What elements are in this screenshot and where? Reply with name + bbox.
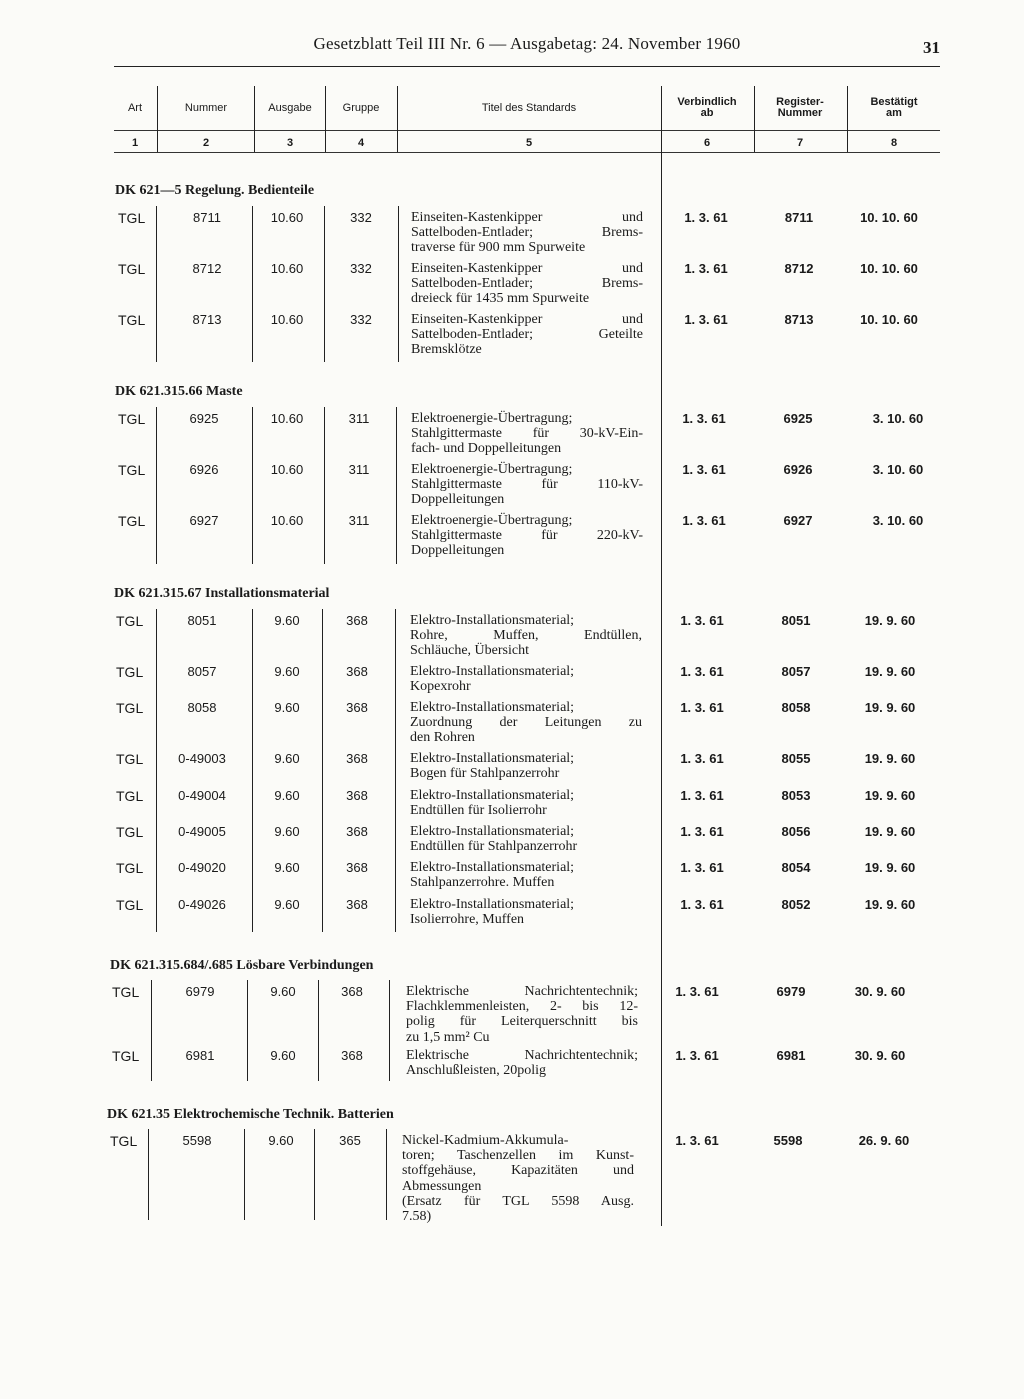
cell-gruppe: 368 xyxy=(346,751,368,766)
cell-verbindlich: 1. 3. 61 xyxy=(680,751,724,766)
col-header-gruppe: Gruppe xyxy=(342,101,380,114)
titel-line: stoffgehäuse, Kapazitäten und xyxy=(402,1163,634,1179)
titel-line: Einseiten-Kastenkipper und xyxy=(411,261,643,276)
column-divider xyxy=(151,980,152,1081)
column-divider xyxy=(389,980,390,1081)
column-divider xyxy=(148,1129,149,1220)
cell-register: 8051 xyxy=(781,613,811,628)
titel-line: Isolierrohre, Muffen xyxy=(410,912,525,928)
cell-nummer: 8713 xyxy=(192,312,222,327)
col-number-3: 3 xyxy=(286,137,294,149)
cell-verbindlich: 1. 3. 61 xyxy=(680,700,724,715)
titel-line: Stahlgittermaste für 220-kV- xyxy=(411,528,643,544)
cell-nummer: 8712 xyxy=(192,261,222,276)
col-header-ausgabe: Ausgabe xyxy=(268,101,312,114)
cell-art: TGL xyxy=(118,261,146,277)
cell-titel xyxy=(411,210,643,256)
cell-nummer: 6926 xyxy=(189,462,219,477)
cell-bestaetigt: 10. 10. 60 xyxy=(860,312,918,327)
titel-line: Endtüllen für Stahlpanzerrohr xyxy=(410,839,578,855)
cell-ausgabe: 9.60 xyxy=(274,788,300,803)
cell-register: 6981 xyxy=(776,1048,806,1063)
cell-register: 6926 xyxy=(783,462,813,477)
cell-register: 8054 xyxy=(781,860,811,875)
cell-titel xyxy=(410,613,642,659)
titel-line: Elektro-Installationsmaterial; xyxy=(410,700,575,715)
col-header-verbindlich: Verbindlich ab xyxy=(677,96,737,119)
cell-titel xyxy=(410,788,642,818)
cell-art: TGL xyxy=(116,824,144,840)
cell-titel xyxy=(410,700,642,746)
cell-bestaetigt: 19. 9. 60 xyxy=(864,664,916,679)
titel-line: den Rohren xyxy=(410,730,475,746)
header-col-line xyxy=(157,86,158,152)
cell-ausgabe: 9.60 xyxy=(274,897,300,912)
cell-gruppe: 368 xyxy=(341,1048,363,1063)
cell-art: TGL xyxy=(116,751,144,767)
cell-bestaetigt: 3. 10. 60 xyxy=(872,411,924,426)
cell-nummer: 8057 xyxy=(187,664,217,679)
header-col-line xyxy=(325,86,326,152)
cell-register: 8056 xyxy=(781,824,811,839)
cell-bestaetigt: 19. 9. 60 xyxy=(864,613,916,628)
titel-line: (Ersatz für TGL 5598 Ausg. xyxy=(402,1193,634,1209)
cell-ausgabe: 9.60 xyxy=(274,664,300,679)
section-title: DK 621—5 Regelung. Bedienteile xyxy=(115,183,315,198)
titel-line: Doppelleitungen xyxy=(411,543,505,559)
cell-verbindlich: 1. 3. 61 xyxy=(675,1133,719,1148)
cell-titel xyxy=(410,897,642,927)
cell-register: 8053 xyxy=(781,788,811,803)
cell-gruppe: 365 xyxy=(339,1133,361,1148)
titel-line: Anschlußleisten, 20polig xyxy=(406,1063,546,1079)
cell-bestaetigt: 19. 9. 60 xyxy=(864,860,916,875)
cell-titel xyxy=(410,664,642,694)
cell-titel xyxy=(411,261,643,307)
cell-gruppe: 368 xyxy=(346,897,368,912)
section-title: DK 621.315.684/.685 Lösbare Verbindungen xyxy=(110,958,374,973)
cell-gruppe: 368 xyxy=(346,788,368,803)
cell-register: 5598 xyxy=(773,1133,803,1148)
titel-line: Elektro-Installationsmaterial; xyxy=(410,897,575,912)
cell-nummer: 0-49003 xyxy=(178,751,226,766)
column-divider xyxy=(156,609,157,932)
cell-art: TGL xyxy=(116,897,144,913)
col-number-6: 6 xyxy=(703,137,711,149)
header-rule xyxy=(114,66,940,67)
cell-nummer: 6981 xyxy=(185,1048,215,1063)
titel-line: Doppelleitungen xyxy=(411,492,505,508)
header-col-line xyxy=(254,86,255,152)
section-title: DK 621.315.67 Installationsmaterial xyxy=(114,586,330,601)
cell-gruppe: 368 xyxy=(346,860,368,875)
cell-bestaetigt: 19. 9. 60 xyxy=(864,788,916,803)
col-header-bestaetigt: Bestätigt am xyxy=(870,96,918,119)
header-divider xyxy=(114,130,940,131)
cell-art: TGL xyxy=(116,613,144,629)
column-divider xyxy=(398,206,399,362)
cell-ausgabe: 9.60 xyxy=(274,700,300,715)
cell-ausgabe: 9.60 xyxy=(274,824,300,839)
cell-nummer: 0-49004 xyxy=(178,788,226,803)
cell-ausgabe: 10.60 xyxy=(270,312,304,327)
col-number-4: 4 xyxy=(357,137,365,149)
cell-nummer: 0-49026 xyxy=(178,897,226,912)
cell-verbindlich: 1. 3. 61 xyxy=(682,513,726,528)
cell-titel xyxy=(411,462,643,508)
column-divider xyxy=(252,206,253,362)
header-col-line xyxy=(847,86,848,152)
titel-line: Elektroenergie-Übertragung; xyxy=(411,411,573,426)
cell-art: TGL xyxy=(118,312,146,328)
titel-line: Einseiten-Kastenkipper und xyxy=(411,210,643,225)
header-bottom-rule xyxy=(114,152,940,153)
titel-line: Sattelboden-Entlader; Geteilte xyxy=(411,327,643,343)
cell-register: 8711 xyxy=(784,210,814,225)
cell-art: TGL xyxy=(112,1048,140,1064)
col-number-7: 7 xyxy=(796,137,804,149)
titel-line: Einseiten-Kastenkipper und xyxy=(411,312,643,327)
cell-ausgabe: 9.60 xyxy=(274,613,300,628)
cell-bestaetigt: 26. 9. 60 xyxy=(858,1133,910,1148)
header-col-line xyxy=(754,86,755,152)
cell-verbindlich: 1. 3. 61 xyxy=(680,664,724,679)
column-divider xyxy=(324,206,325,362)
titel-line: Elektroenergie-Übertragung; xyxy=(411,513,573,528)
cell-bestaetigt: 3. 10. 60 xyxy=(872,462,924,477)
col-header-art: Art xyxy=(127,101,143,114)
section-title: DK 621.35 Elektrochemische Technik. Batterien xyxy=(107,1107,394,1122)
cell-bestaetigt: 3. 10. 60 xyxy=(872,513,924,528)
cell-register: 6979 xyxy=(776,984,806,999)
cell-art: TGL xyxy=(118,513,146,529)
cell-titel xyxy=(411,513,643,559)
cell-gruppe: 368 xyxy=(346,700,368,715)
titel-line: Elektroenergie-Übertragung; xyxy=(411,462,573,477)
page-number: 31 xyxy=(923,38,940,57)
titel-line: Sattelboden-Entlader; Brems- xyxy=(411,225,643,241)
cell-gruppe: 332 xyxy=(350,210,372,225)
cell-titel xyxy=(410,751,642,781)
cell-register: 8052 xyxy=(781,897,811,912)
cell-register: 8713 xyxy=(784,312,814,327)
titel-line: 7.58) xyxy=(402,1209,432,1225)
column-divider xyxy=(395,609,396,932)
column-divider xyxy=(252,609,253,932)
cell-titel xyxy=(410,824,642,854)
cell-gruppe: 311 xyxy=(348,411,370,426)
column-divider xyxy=(314,1129,315,1220)
cell-register: 8057 xyxy=(781,664,811,679)
titel-line: Stahlgittermaste für 110-kV- xyxy=(411,477,643,493)
cell-art: TGL xyxy=(118,462,146,478)
titel-line: Kopexrohr xyxy=(410,679,471,695)
titel-line: Elektro-Installationsmaterial; xyxy=(410,664,575,679)
cell-ausgabe: 9.60 xyxy=(268,1133,294,1148)
cell-gruppe: 368 xyxy=(341,984,363,999)
titel-line: toren; Taschenzellen im Kunst- xyxy=(402,1148,634,1164)
cell-titel xyxy=(402,1133,634,1224)
column-divider xyxy=(156,206,157,362)
section-title: DK 621.315.66 Maste xyxy=(115,384,243,399)
cell-verbindlich: 1. 3. 61 xyxy=(680,824,724,839)
column-divider xyxy=(318,980,319,1081)
column-divider xyxy=(322,609,323,932)
cell-ausgabe: 10.60 xyxy=(270,513,304,528)
table-header xyxy=(114,86,940,156)
cell-art: TGL xyxy=(118,210,146,226)
column-divider xyxy=(396,407,397,564)
column-divider xyxy=(324,407,325,564)
cell-art: TGL xyxy=(110,1133,138,1149)
column-divider xyxy=(244,1129,245,1220)
cell-bestaetigt: 10. 10. 60 xyxy=(860,261,918,276)
cell-nummer: 0-49020 xyxy=(178,860,226,875)
cell-nummer: 5598 xyxy=(182,1133,212,1148)
cell-verbindlich: 1. 3. 61 xyxy=(682,462,726,477)
cell-bestaetigt: 19. 9. 60 xyxy=(864,751,916,766)
cell-ausgabe: 10.60 xyxy=(270,210,304,225)
titel-line: polig für Leiterquerschnitt bis xyxy=(406,1014,638,1030)
cell-art: TGL xyxy=(116,860,144,876)
col-number-2: 2 xyxy=(202,137,210,149)
cell-bestaetigt: 10. 10. 60 xyxy=(860,210,918,225)
col-header-titel: Titel des Standards xyxy=(481,101,577,114)
cell-nummer: 6925 xyxy=(189,411,219,426)
titel-line: dreieck für 1435 mm Spurweite xyxy=(411,291,590,307)
cell-ausgabe: 10.60 xyxy=(270,462,304,477)
titel-line: Bogen für Stahlpanzerrohr xyxy=(410,766,560,782)
cell-art: TGL xyxy=(112,984,140,1000)
cell-bestaetigt: 30. 9. 60 xyxy=(854,984,906,999)
titel-line: Bremsklötze xyxy=(411,342,482,358)
cell-gruppe: 332 xyxy=(350,312,372,327)
titel-line: Nickel-Kadmium-Akkumula- xyxy=(402,1133,569,1148)
column-divider xyxy=(247,980,248,1081)
cell-gruppe: 332 xyxy=(350,261,372,276)
cell-verbindlich: 1. 3. 61 xyxy=(684,210,728,225)
cell-gruppe: 368 xyxy=(346,664,368,679)
cell-verbindlich: 1. 3. 61 xyxy=(684,261,728,276)
titel-line: Elektro-Installationsmaterial; xyxy=(410,613,575,628)
cell-register: 6925 xyxy=(783,411,813,426)
cell-ausgabe: 9.60 xyxy=(270,1048,296,1063)
cell-verbindlich: 1. 3. 61 xyxy=(675,1048,719,1063)
cell-nummer: 8058 xyxy=(187,700,217,715)
cell-verbindlich: 1. 3. 61 xyxy=(680,860,724,875)
titel-line: Elektrische Nachrichtentechnik; xyxy=(406,1048,638,1063)
cell-bestaetigt: 19. 9. 60 xyxy=(864,824,916,839)
titel-line: Elektro-Installationsmaterial; xyxy=(410,788,575,803)
titel-line: Stahlgittermaste für 30-kV-Ein- xyxy=(411,426,643,442)
cell-ausgabe: 10.60 xyxy=(270,261,304,276)
titel-line: Endtüllen für Isolierrohr xyxy=(410,803,547,819)
cell-ausgabe: 10.60 xyxy=(270,411,304,426)
cell-nummer: 0-49005 xyxy=(178,824,226,839)
cell-gruppe: 311 xyxy=(348,462,370,477)
page-header xyxy=(114,34,940,68)
cell-verbindlich: 1. 3. 61 xyxy=(682,411,726,426)
titel-line: Abmessungen xyxy=(402,1178,482,1194)
cell-bestaetigt: 19. 9. 60 xyxy=(864,700,916,715)
cell-nummer: 8051 xyxy=(187,613,217,628)
column-divider xyxy=(252,407,253,564)
cell-titel xyxy=(406,984,638,1045)
cell-register: 6927 xyxy=(783,513,813,528)
cell-verbindlich: 1. 3. 61 xyxy=(680,897,724,912)
titel-line: Rohre, Muffen, Endtüllen, xyxy=(410,628,642,644)
cell-verbindlich: 1. 3. 61 xyxy=(684,312,728,327)
titel-line: fach- und Doppelleitungen xyxy=(411,441,562,457)
cell-art: TGL xyxy=(116,664,144,680)
cell-gruppe: 311 xyxy=(348,513,370,528)
cell-nummer: 6979 xyxy=(185,984,215,999)
cell-nummer: 6927 xyxy=(189,513,219,528)
cell-titel xyxy=(406,1048,638,1078)
cell-register: 8055 xyxy=(781,751,811,766)
cell-titel xyxy=(411,312,643,358)
cell-art: TGL xyxy=(116,700,144,716)
titel-line: Elektro-Installationsmaterial; xyxy=(410,860,575,875)
cell-gruppe: 368 xyxy=(346,613,368,628)
cell-verbindlich: 1. 3. 61 xyxy=(680,613,724,628)
cell-art: TGL xyxy=(116,788,144,804)
cell-ausgabe: 9.60 xyxy=(270,984,296,999)
cell-art: TGL xyxy=(118,411,146,427)
titel-line: Flachklemmenleisten, 2- bis 12- xyxy=(406,999,638,1015)
titel-line: Schläuche, Übersicht xyxy=(410,643,529,659)
titel-line: zu 1,5 mm² Cu xyxy=(406,1029,490,1045)
cell-nummer: 8711 xyxy=(193,210,221,225)
cell-ausgabe: 9.60 xyxy=(274,860,300,875)
cell-verbindlich: 1. 3. 61 xyxy=(680,788,724,803)
cell-titel xyxy=(410,860,642,890)
titel-line: Stahlpanzerrohre. Muffen xyxy=(410,875,555,891)
header-col-line xyxy=(397,86,398,152)
titel-line: Elektro-Installationsmaterial; xyxy=(410,751,575,766)
col-number-8: 8 xyxy=(890,137,898,149)
column-divider xyxy=(156,407,157,564)
cell-bestaetigt: 30. 9. 60 xyxy=(854,1048,906,1063)
col-number-1: 1 xyxy=(131,137,139,149)
cell-gruppe: 368 xyxy=(346,824,368,839)
cell-register: 8058 xyxy=(781,700,811,715)
titel-line: Elektro-Installationsmaterial; xyxy=(410,824,575,839)
titel-line: traverse für 900 mm Spurweite xyxy=(411,240,586,256)
column-divider xyxy=(386,1129,387,1220)
cell-titel xyxy=(411,411,643,457)
titel-line: Sattelboden-Entlader; Brems- xyxy=(411,276,643,292)
col-number-5: 5 xyxy=(525,137,533,149)
cell-verbindlich: 1. 3. 61 xyxy=(675,984,719,999)
col-header-nummer: Nummer xyxy=(184,101,228,114)
titel-line: Zuordnung der Leitungen zu xyxy=(410,715,642,731)
cell-bestaetigt: 19. 9. 60 xyxy=(864,897,916,912)
col-header-register: Register-Nummer xyxy=(776,96,824,119)
gazette-title: Gesetzblatt Teil III Nr. 6 — Ausgabetag: 24. November 1960 xyxy=(313,34,741,53)
cell-ausgabe: 9.60 xyxy=(274,751,300,766)
titel-line: Elektrische Nachrichtentechnik; xyxy=(406,984,638,999)
cell-register: 8712 xyxy=(784,261,814,276)
